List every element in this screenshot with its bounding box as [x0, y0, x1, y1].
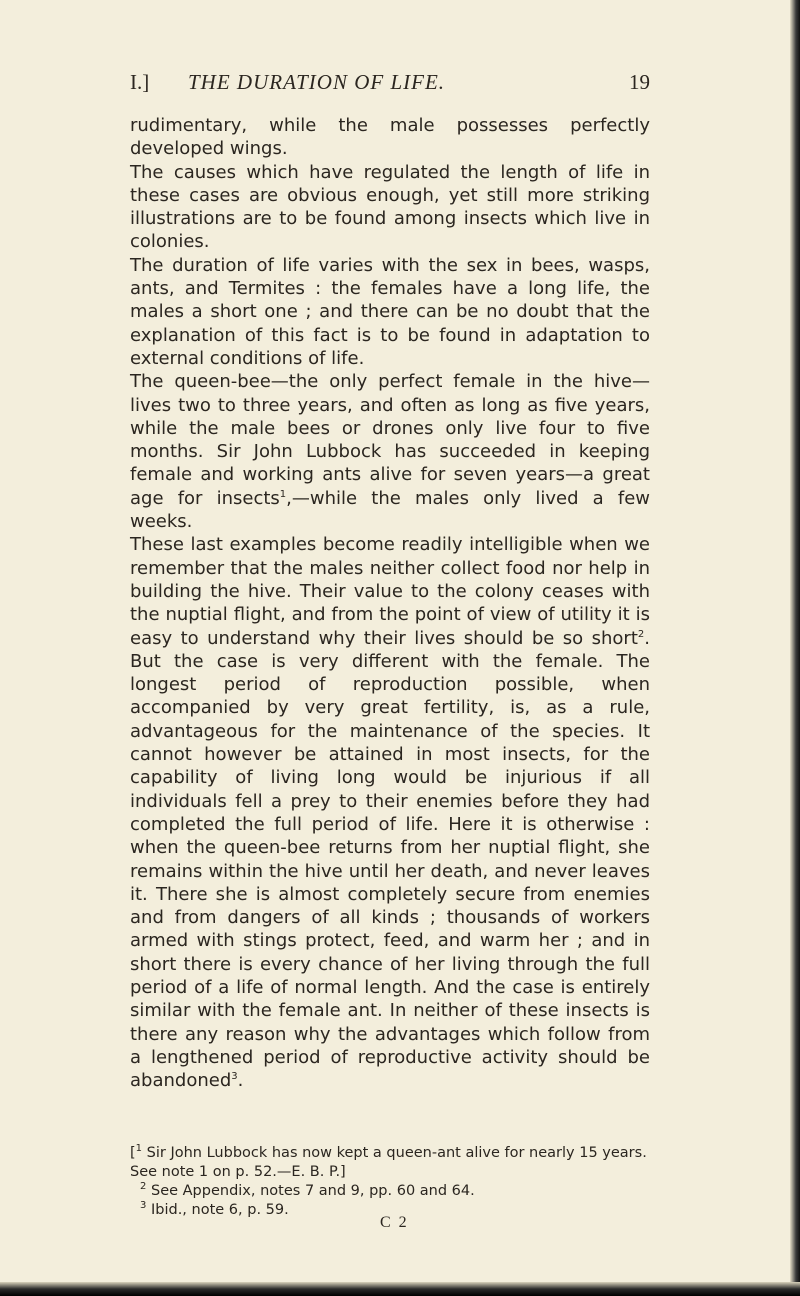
paragraph-2: The causes which have regulated the length of life in these cases are obvious enough, yet still more striking illustrations are to be found among insects which live in colonies. — [130, 161, 650, 253]
paragraph-4 — [130, 370, 650, 533]
footnote-2-mark: 2 — [140, 1181, 147, 1193]
paragraph-5-text-end: . — [237, 1070, 244, 1092]
footnote-1-text: Sir John Lubbock has now kept a queen-ant alive for nearly 15 years. See note 1 on p. 52.—E. B. P.] — [130, 1145, 647, 1180]
paragraph-4-text: The queen-bee—the only perfect female in the hive—lives two to three years, and often as long as five years, while the male bees or drones only live four to five months. Sir John Lubbock has succeeded in keeping female and working ants alive for seven years—a great age for insects — [130, 371, 650, 509]
paragraph-4-text-end: ,—while the males only lived a few weeks. — [130, 487, 650, 533]
footnote-2-text: See Appendix, notes 7 and 9, pp. 60 and 64. — [146, 1183, 475, 1199]
paragraph-1: rudimentary, while the male possesses perfectly developed wings. — [130, 115, 650, 160]
paragraph-5-text-mid: . But the case is very different with the female. The longest period of reproduction possible, when accompanied by very great fertility, is, as a rule, advantageous for the maintenance of the species. It cannot however be attained in most insects, for the capability of living long would be injurious if all individuals fell a prey to their enemies before they had completed the full period of life. Here it is otherwise : when the queen-bee returns from her nuptial flight, she remains within the hive until her death, and never leaves it. There she is almost completely secure from enemies and from dangers of all kinds ; thousands of workers armed with stings protect, feed, and warm her ; and in short there is every chance of her living through the full period of a life of normal length. And the case is entirely similar with the female ant. In neither of these insects is there any reason why the advantages which follow from a lengthened period of reproductive activity should be abandoned — [130, 627, 650, 1092]
footnote-2 — [130, 1182, 650, 1201]
footnotes — [130, 1144, 650, 1220]
paragraph-3: The duration of life varies with the sex in bees, wasps, ants, and Termites : the females have a long life, the males a short one ; and there can be no doubt that the explanation of this fact is to be found in adaptation to external conditions of life. — [130, 254, 650, 369]
body-text — [130, 114, 650, 1092]
paragraph-5-text: These last examples become readily intelligible when we remember that the males neither collect food nor help in building the hive. Their value to the colony ceases with the nuptial flight, and from the point of view of utility it is easy to understand why their lives should be so short — [130, 534, 650, 649]
page-edge-right — [790, 0, 800, 1296]
footnote-1-bracket: [ — [130, 1145, 136, 1161]
footnote-ref-3: 3 — [231, 1071, 238, 1083]
paragraph-5 — [130, 533, 650, 1092]
chapter-number: I.] — [130, 70, 150, 94]
running-head — [130, 70, 650, 100]
footnote-3-mark: 3 — [140, 1200, 147, 1212]
footnote-3-text: Ibid., note 6, p. 59. — [146, 1202, 289, 1218]
page-edge-bottom — [0, 1282, 800, 1296]
running-title: THE DURATION OF LIFE. — [188, 70, 446, 94]
signature-mark: C 2 — [380, 1214, 409, 1231]
footnote-ref-2: 2 — [637, 628, 645, 640]
footnote-1-mark: 1 — [135, 1143, 143, 1155]
page-number: 19 — [629, 70, 650, 94]
footnote-1 — [130, 1144, 650, 1182]
footnote-ref-1: 1 — [279, 488, 287, 500]
